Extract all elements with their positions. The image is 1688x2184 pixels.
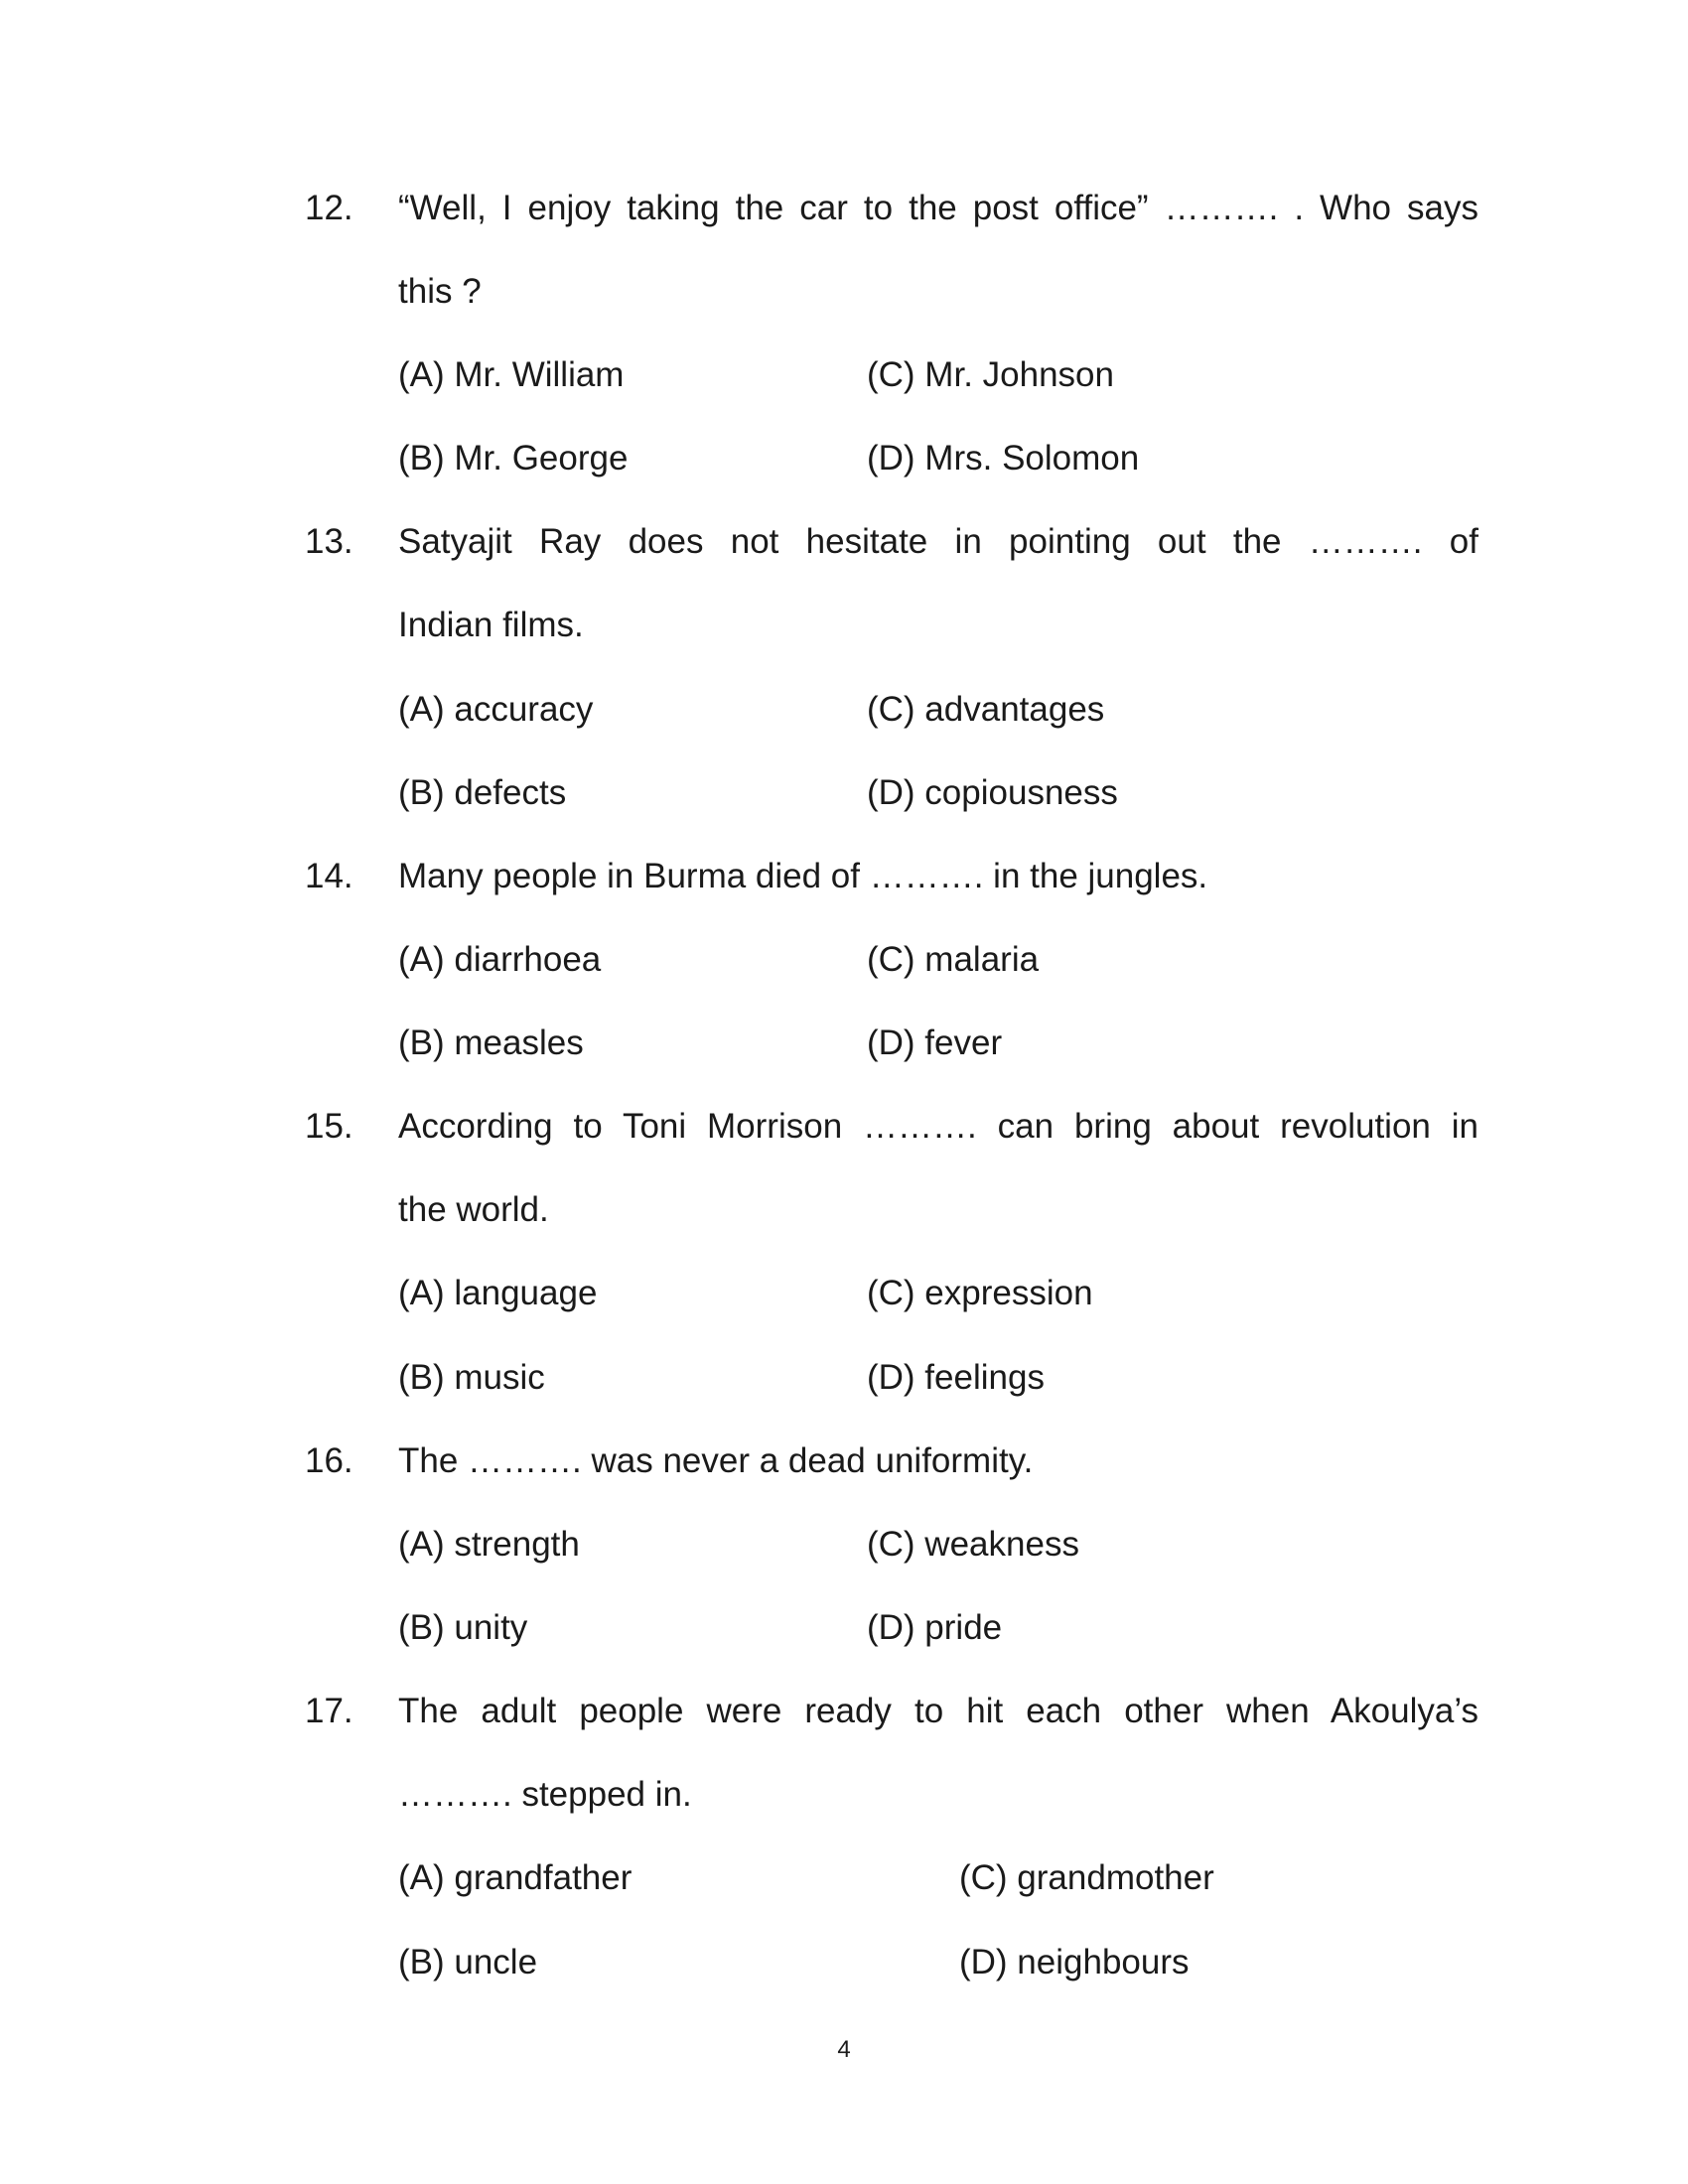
option-b[interactable]: (B) uncle	[398, 1943, 538, 1981]
question-number: 15.	[305, 1107, 353, 1146]
option-d[interactable]: (D) fever	[867, 1024, 1003, 1062]
question-text: According to Toni Morrison ………. can bring about revolution in	[398, 1107, 1478, 1146]
question-text: “Well, I enjoy taking the car to the post office” ………. . Who says	[398, 189, 1478, 227]
question-text: Satyajit Ray does not hesitate in pointing out the ………. of	[398, 522, 1478, 561]
option-b[interactable]: (B) defects	[398, 773, 567, 812]
option-c[interactable]: (C) weakness	[867, 1525, 1079, 1564]
question-text-continued: this ?	[398, 272, 482, 311]
option-c[interactable]: (C) advantages	[867, 690, 1105, 729]
question-text: Many people in Burma died of ………. in the jungles.	[398, 857, 1208, 895]
option-d[interactable]: (D) feelings	[867, 1358, 1045, 1397]
question-text-continued: the world.	[398, 1190, 549, 1229]
question-number: 12.	[305, 189, 353, 227]
option-d[interactable]: (D) neighbours	[959, 1943, 1190, 1981]
question-text-continued: Indian films.	[398, 606, 584, 644]
question-text-continued: ………. stepped in.	[398, 1775, 692, 1814]
option-d[interactable]: (D) pride	[867, 1608, 1003, 1647]
option-b[interactable]: (B) unity	[398, 1608, 528, 1647]
option-c[interactable]: (C) Mr. Johnson	[867, 355, 1114, 394]
option-b[interactable]: (B) measles	[398, 1024, 584, 1062]
question-number: 13.	[305, 522, 353, 561]
question-text: The adult people were ready to hit each other when Akoulya’s	[398, 1692, 1478, 1730]
question-number: 16.	[305, 1441, 353, 1480]
option-b[interactable]: (B) Mr. George	[398, 439, 629, 478]
option-a[interactable]: (A) Mr. William	[398, 355, 625, 394]
option-b[interactable]: (B) music	[398, 1358, 545, 1397]
option-a[interactable]: (A) language	[398, 1274, 598, 1312]
option-c[interactable]: (C) grandmother	[959, 1858, 1214, 1897]
option-c[interactable]: (C) expression	[867, 1274, 1093, 1312]
question-number: 14.	[305, 857, 353, 895]
option-a[interactable]: (A) accuracy	[398, 690, 594, 729]
option-a[interactable]: (A) strength	[398, 1525, 580, 1564]
question-text: The ………. was never a dead uniformity.	[398, 1441, 1034, 1480]
option-a[interactable]: (A) grandfather	[398, 1858, 633, 1897]
option-d[interactable]: (D) copiousness	[867, 773, 1118, 812]
option-d[interactable]: (D) Mrs. Solomon	[867, 439, 1140, 478]
page-number: 4	[837, 2036, 851, 2063]
option-c[interactable]: (C) malaria	[867, 940, 1040, 979]
question-number: 17.	[305, 1692, 353, 1730]
option-a[interactable]: (A) diarrhoea	[398, 940, 602, 979]
